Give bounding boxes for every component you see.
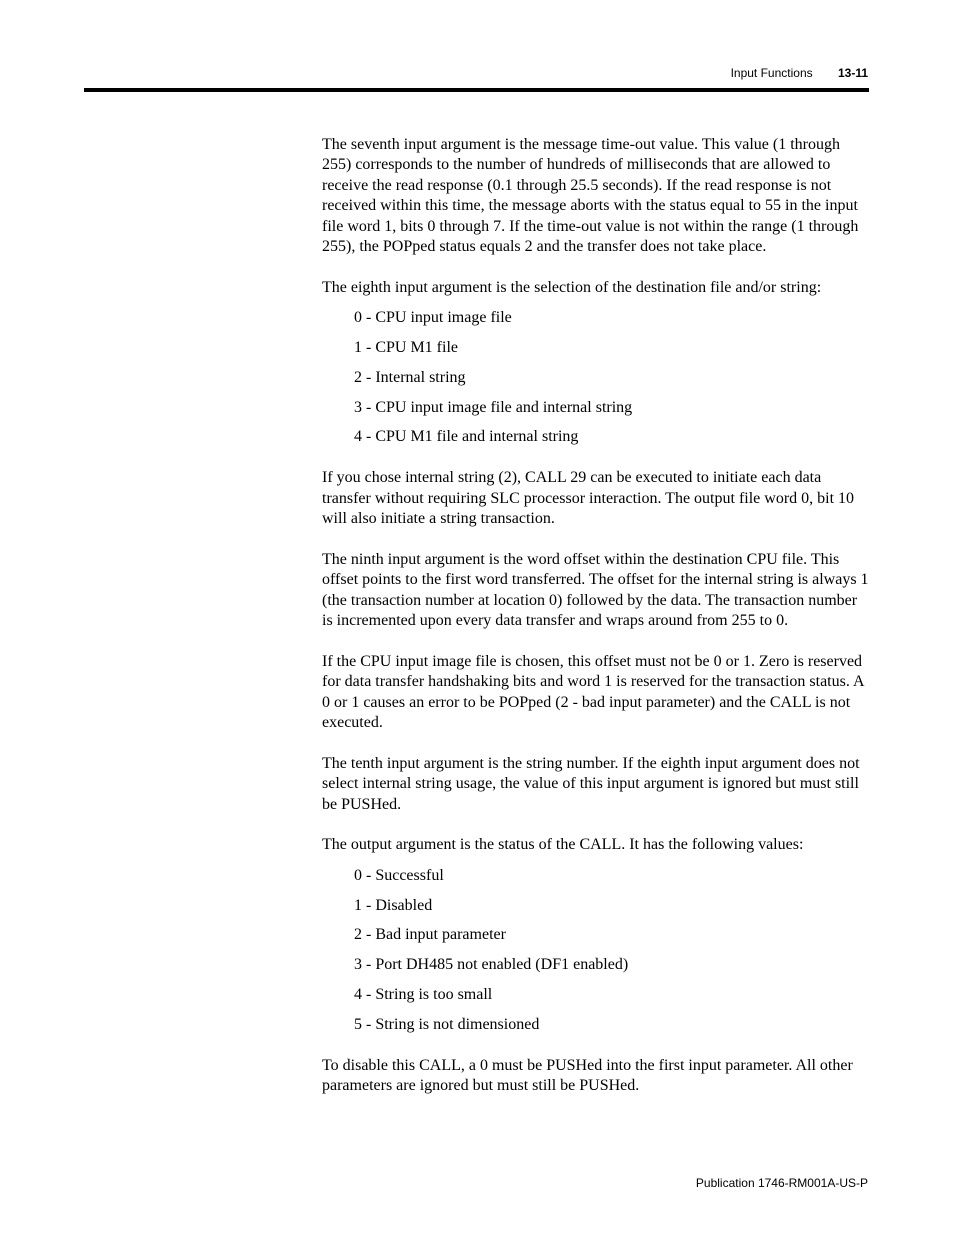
- page-footer: Publication 1746-RM001A-US-P: [695, 1176, 868, 1190]
- body-content: [322, 135, 870, 1117]
- list-item: 4 - CPU M1 file and internal string: [354, 428, 579, 446]
- list-item: 2 - Internal string: [354, 368, 466, 386]
- list-item: 5 - String is not dimensioned: [354, 1015, 540, 1033]
- list-item: 1 - CPU M1 file: [354, 339, 458, 357]
- paragraph-word-offset: The ninth input argument is the word offset within the destination CPU file. This offset points to the first word transferred. The offset for the internal string is always 1 (the transaction number at location 0) followed by the data. The transaction number is incremented upon every data transfer and wraps around from 255 to 0.: [322, 550, 869, 630]
- header-rule: [84, 88, 869, 92]
- paragraph-cpu-input-image: If the CPU input image file is chosen, this offset must not be 0 or 1. Zero is reserved for data transfer handshaking bits and word 1 is reserved for the transaction status. A 0 or 1 causes an error to be POPped (2 - bad input parameter) and the CALL is not executed.: [322, 652, 864, 732]
- header-section-title: Input Functions: [730, 66, 813, 80]
- paragraph-internal-string: If you chose internal string (2), CALL 29 can be executed to initiate each data transfer without requiring SLC processor interaction. The output file word 0, bit 10 will also initiate a string transaction.: [322, 469, 855, 528]
- list-item: 4 - String is too small: [354, 986, 493, 1004]
- paragraph-string-number: The tenth input argument is the string number. If the eighth input argument does not select internal string usage, the value of this input argument is ignored but must still be PUSHed.: [322, 754, 860, 813]
- paragraph-disable-call: To disable this CALL, a 0 must be PUSHed into the first input parameter. All other parameters are ignored but must still be PUSHed.: [322, 1056, 853, 1095]
- page-header: [731, 66, 868, 80]
- paragraph-destination-intro: The eighth input argument is the selection of the destination file and/or string:: [322, 278, 822, 296]
- list-item: 1 - Disabled: [354, 896, 433, 914]
- list-item: 0 - Successful: [354, 866, 444, 884]
- list-item: 0 - CPU input image file: [354, 309, 512, 327]
- paragraph-output-intro: The output argument is the status of the CALL. It has the following values:: [322, 836, 804, 854]
- list-item: 3 - CPU input image file and internal string: [354, 398, 633, 416]
- status-values-list: [322, 866, 870, 1035]
- list-item: 2 - Bad input parameter: [354, 926, 506, 944]
- list-item: 3 - Port DH485 not enabled (DF1 enabled): [354, 956, 629, 974]
- destination-options-list: [322, 308, 870, 448]
- paragraph-timeout: The seventh input argument is the message time-out value. This value (1 through 255) corresponds to the number of hundreds of milliseconds that are allowed to receive the read response (0.1 through 25.5 seconds). If the read response is not received within this time, the message aborts with the status equal to 55 in the input file word 1, bits 0 through 7. If the time-out value is not within the range (1 through 255), the POPped status equals 2 and the transfer does not take place.: [322, 136, 859, 256]
- header-page-number: 13-11: [837, 66, 868, 80]
